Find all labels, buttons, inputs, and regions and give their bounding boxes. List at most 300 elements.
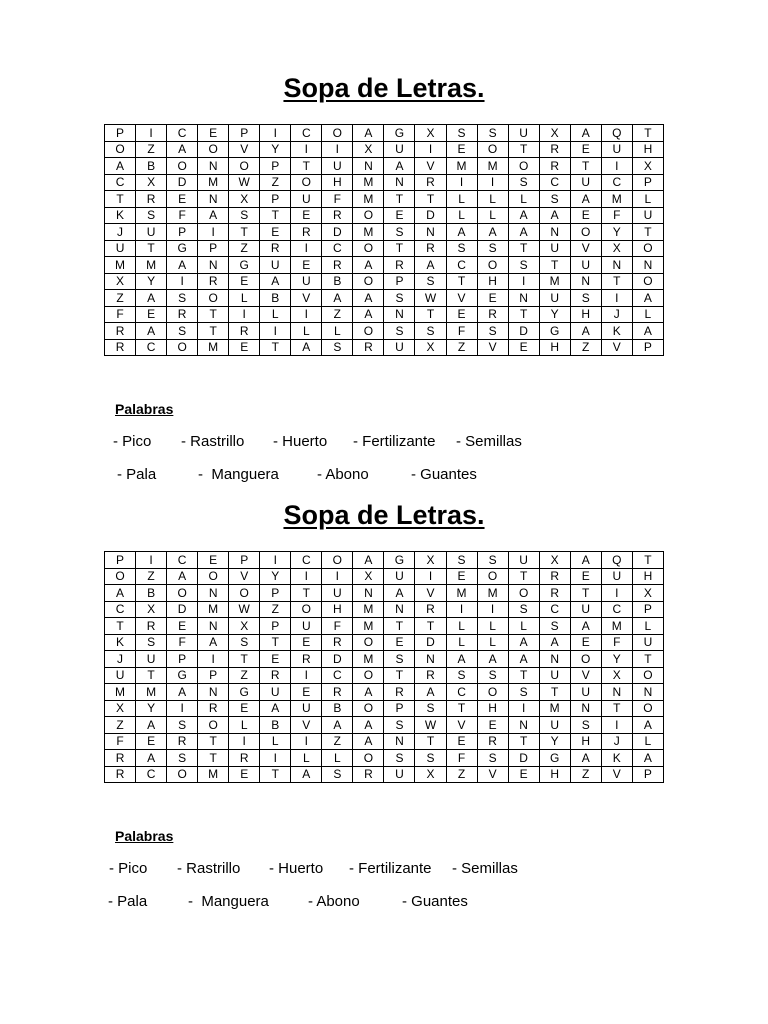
grid-cell: P bbox=[632, 339, 663, 356]
grid-cell: U bbox=[384, 141, 415, 158]
grid-cell: E bbox=[136, 306, 167, 323]
grid-cell: A bbox=[167, 684, 198, 701]
grid-cell: L bbox=[632, 306, 663, 323]
grid-cell: A bbox=[570, 618, 601, 635]
grid-cell: P bbox=[167, 224, 198, 241]
grid-row bbox=[105, 290, 664, 307]
grid-cell: A bbox=[167, 568, 198, 585]
grid-cell: C bbox=[105, 174, 136, 191]
grid-cell: A bbox=[539, 207, 570, 224]
grid-cell: N bbox=[601, 684, 632, 701]
grid-cell: S bbox=[415, 323, 446, 340]
grid-cell: U bbox=[632, 634, 663, 651]
grid-cell: R bbox=[229, 323, 260, 340]
grid-row bbox=[105, 191, 664, 208]
grid-cell: R bbox=[291, 651, 322, 668]
grid-cell: D bbox=[322, 651, 353, 668]
grid-cell: O bbox=[291, 174, 322, 191]
grid-cell: A bbox=[353, 552, 384, 569]
grid-cell: U bbox=[508, 125, 539, 142]
grid-cell: N bbox=[601, 257, 632, 274]
grid-cell: E bbox=[167, 618, 198, 635]
grid-cell: A bbox=[353, 125, 384, 142]
grid-cell: T bbox=[601, 700, 632, 717]
grid-cell: I bbox=[260, 552, 291, 569]
grid-cell: T bbox=[601, 273, 632, 290]
grid-cell: C bbox=[167, 552, 198, 569]
grid-cell: G bbox=[539, 750, 570, 767]
grid-cell: T bbox=[415, 191, 446, 208]
word-pico: - Pico bbox=[109, 860, 148, 877]
grid-cell: I bbox=[136, 552, 167, 569]
grid-cell: L bbox=[446, 618, 477, 635]
grid-cell: A bbox=[322, 290, 353, 307]
grid-cell: T bbox=[415, 618, 446, 635]
grid-cell: L bbox=[291, 750, 322, 767]
grid-cell: A bbox=[136, 290, 167, 307]
grid-cell: L bbox=[446, 634, 477, 651]
grid-cell: M bbox=[198, 601, 229, 618]
grid-cell: S bbox=[136, 207, 167, 224]
grid-cell: T bbox=[415, 733, 446, 750]
grid-cell: U bbox=[260, 684, 291, 701]
grid-cell: X bbox=[539, 125, 570, 142]
grid-cell: O bbox=[105, 141, 136, 158]
grid-cell: M bbox=[477, 158, 508, 175]
grid-cell: T bbox=[539, 684, 570, 701]
grid-cell: Y bbox=[539, 306, 570, 323]
grid-cell: X bbox=[601, 240, 632, 257]
grid-row bbox=[105, 667, 664, 684]
grid-cell: L bbox=[477, 207, 508, 224]
grid-cell: T bbox=[291, 158, 322, 175]
grid-cell: L bbox=[229, 290, 260, 307]
grid-cell: R bbox=[539, 141, 570, 158]
grid-cell: X bbox=[136, 601, 167, 618]
grid-cell: R bbox=[105, 766, 136, 783]
grid-cell: O bbox=[353, 240, 384, 257]
grid-row bbox=[105, 684, 664, 701]
grid-cell: M bbox=[477, 585, 508, 602]
grid-cell: P bbox=[198, 667, 229, 684]
grid-cell: R bbox=[322, 207, 353, 224]
grid-cell: A bbox=[539, 634, 570, 651]
grid-cell: L bbox=[508, 191, 539, 208]
grid-cell: O bbox=[229, 158, 260, 175]
grid-cell: A bbox=[446, 651, 477, 668]
grid-cell: R bbox=[384, 684, 415, 701]
grid-cell: R bbox=[167, 306, 198, 323]
grid-cell: A bbox=[477, 651, 508, 668]
grid-cell: Z bbox=[229, 240, 260, 257]
letter-grid bbox=[104, 124, 664, 356]
grid-cell: F bbox=[446, 323, 477, 340]
grid-cell: C bbox=[446, 684, 477, 701]
grid-cell: Q bbox=[601, 125, 632, 142]
grid-cell: G bbox=[229, 684, 260, 701]
grid-cell: E bbox=[508, 766, 539, 783]
grid-cell: L bbox=[632, 733, 663, 750]
grid-cell: E bbox=[446, 733, 477, 750]
grid-cell: V bbox=[601, 766, 632, 783]
grid-cell: S bbox=[415, 273, 446, 290]
grid-cell: V bbox=[601, 339, 632, 356]
grid-cell: X bbox=[632, 158, 663, 175]
grid-cell: M bbox=[446, 585, 477, 602]
grid-cell: H bbox=[539, 766, 570, 783]
grid-cell: A bbox=[353, 684, 384, 701]
grid-cell: M bbox=[105, 684, 136, 701]
grid-cell: Y bbox=[601, 651, 632, 668]
grid-cell: U bbox=[384, 766, 415, 783]
grid-cell: E bbox=[446, 306, 477, 323]
grid-cell: N bbox=[198, 257, 229, 274]
grid-cell: P bbox=[384, 273, 415, 290]
grid-cell: I bbox=[446, 174, 477, 191]
grid-cell: S bbox=[508, 601, 539, 618]
grid-cell: T bbox=[229, 224, 260, 241]
page-title: Sopa de Letras. bbox=[283, 500, 485, 530]
grid-cell: S bbox=[229, 207, 260, 224]
grid-cell: U bbox=[384, 568, 415, 585]
grid-cell: O bbox=[198, 290, 229, 307]
grid-cell: T bbox=[229, 651, 260, 668]
grid-cell: S bbox=[136, 634, 167, 651]
grid-cell: X bbox=[632, 585, 663, 602]
grid-cell: V bbox=[291, 290, 322, 307]
grid-cell: Y bbox=[136, 700, 167, 717]
grid-cell: D bbox=[322, 224, 353, 241]
grid-cell: A bbox=[570, 191, 601, 208]
grid-cell: N bbox=[632, 684, 663, 701]
grid-cell: C bbox=[539, 174, 570, 191]
grid-cell: P bbox=[260, 618, 291, 635]
grid-cell: X bbox=[136, 174, 167, 191]
grid-cell: I bbox=[291, 306, 322, 323]
grid-cell: U bbox=[539, 240, 570, 257]
grid-cell: E bbox=[229, 700, 260, 717]
grid-cell: A bbox=[291, 766, 322, 783]
grid-cell: T bbox=[508, 733, 539, 750]
grid-cell: T bbox=[508, 240, 539, 257]
grid-cell: E bbox=[229, 273, 260, 290]
grid-cell: Z bbox=[136, 568, 167, 585]
grid-cell: E bbox=[508, 339, 539, 356]
grid-cell: T bbox=[632, 224, 663, 241]
grid-cell: A bbox=[105, 158, 136, 175]
grid-cell: U bbox=[136, 651, 167, 668]
grid-cell: N bbox=[198, 684, 229, 701]
grid-cell: R bbox=[353, 339, 384, 356]
grid-cell: V bbox=[291, 717, 322, 734]
grid-cell: T bbox=[632, 125, 663, 142]
grid-cell: I bbox=[229, 306, 260, 323]
grid-cell: L bbox=[477, 191, 508, 208]
grid-cell: O bbox=[167, 158, 198, 175]
grid-cell: H bbox=[632, 568, 663, 585]
grid-row bbox=[105, 618, 664, 635]
grid-cell: I bbox=[601, 158, 632, 175]
grid-cell: A bbox=[136, 717, 167, 734]
grid-cell: X bbox=[229, 191, 260, 208]
grid-cell: L bbox=[260, 733, 291, 750]
grid-cell: L bbox=[260, 306, 291, 323]
grid-cell: G bbox=[167, 240, 198, 257]
grid-cell: Z bbox=[105, 717, 136, 734]
grid-cell: V bbox=[415, 585, 446, 602]
grid-cell: O bbox=[291, 601, 322, 618]
word-fertilizante: - Fertilizante bbox=[349, 860, 432, 877]
grid-cell: F bbox=[322, 618, 353, 635]
grid-cell: E bbox=[291, 634, 322, 651]
grid-cell: N bbox=[353, 585, 384, 602]
grid-cell: N bbox=[384, 306, 415, 323]
grid-row bbox=[105, 585, 664, 602]
grid-cell: A bbox=[353, 306, 384, 323]
grid-row bbox=[105, 339, 664, 356]
grid-cell: S bbox=[322, 766, 353, 783]
grid-cell: U bbox=[322, 585, 353, 602]
grid-cell: G bbox=[539, 323, 570, 340]
grid-cell: E bbox=[570, 568, 601, 585]
grid-cell: U bbox=[291, 191, 322, 208]
grid-row bbox=[105, 141, 664, 158]
grid-cell: T bbox=[384, 240, 415, 257]
grid-cell: I bbox=[291, 141, 322, 158]
grid-cell: O bbox=[477, 568, 508, 585]
word-rastrillo: - Rastrillo bbox=[181, 433, 245, 450]
grid-cell: R bbox=[415, 667, 446, 684]
grid-cell: E bbox=[136, 733, 167, 750]
grid-cell: O bbox=[570, 651, 601, 668]
grid-cell: H bbox=[570, 733, 601, 750]
grid-cell: D bbox=[167, 601, 198, 618]
grid-row bbox=[105, 224, 664, 241]
grid-cell: J bbox=[601, 733, 632, 750]
grid-cell: H bbox=[632, 141, 663, 158]
grid-cell: F bbox=[601, 634, 632, 651]
grid-cell: S bbox=[477, 552, 508, 569]
grid-cell: A bbox=[136, 750, 167, 767]
grid-row bbox=[105, 651, 664, 668]
word-semillas: - Semillas bbox=[456, 433, 522, 450]
grid-cell: A bbox=[384, 158, 415, 175]
grid-cell: R bbox=[198, 700, 229, 717]
grid-cell: A bbox=[260, 700, 291, 717]
grid-cell: B bbox=[322, 700, 353, 717]
grid-cell: E bbox=[198, 125, 229, 142]
grid-cell: N bbox=[415, 651, 446, 668]
grid-cell: E bbox=[570, 634, 601, 651]
grid-cell: O bbox=[167, 585, 198, 602]
grid-cell: M bbox=[353, 651, 384, 668]
grid-cell: M bbox=[353, 601, 384, 618]
grid-cell: M bbox=[353, 618, 384, 635]
grid-cell: V bbox=[229, 141, 260, 158]
grid-cell: M bbox=[198, 174, 229, 191]
grid-cell: Y bbox=[260, 568, 291, 585]
grid-cell: D bbox=[508, 750, 539, 767]
grid-cell: L bbox=[291, 323, 322, 340]
grid-cell: I bbox=[415, 568, 446, 585]
grid-cell: I bbox=[477, 174, 508, 191]
grid-cell: R bbox=[229, 750, 260, 767]
grid-cell: S bbox=[415, 700, 446, 717]
grid-cell: R bbox=[384, 257, 415, 274]
grid-cell: R bbox=[260, 667, 291, 684]
grid-cell: I bbox=[601, 585, 632, 602]
grid-cell: O bbox=[167, 766, 198, 783]
grid-cell: I bbox=[446, 601, 477, 618]
grid-row bbox=[105, 306, 664, 323]
grid-cell: S bbox=[384, 717, 415, 734]
word-semillas: - Semillas bbox=[452, 860, 518, 877]
grid-cell: T bbox=[508, 141, 539, 158]
grid-cell: Z bbox=[229, 667, 260, 684]
grid-cell: Z bbox=[446, 339, 477, 356]
word-rastrillo: - Rastrillo bbox=[177, 860, 241, 877]
grid-cell: W bbox=[229, 174, 260, 191]
grid-cell: W bbox=[415, 290, 446, 307]
grid-cell: Z bbox=[260, 174, 291, 191]
grid-cell: A bbox=[632, 750, 663, 767]
grid-cell: C bbox=[446, 257, 477, 274]
grid-cell: M bbox=[601, 191, 632, 208]
grid-cell: F bbox=[105, 733, 136, 750]
grid-cell: P bbox=[260, 191, 291, 208]
grid-cell: X bbox=[105, 273, 136, 290]
grid-cell: Z bbox=[322, 733, 353, 750]
grid-cell: D bbox=[508, 323, 539, 340]
grid-cell: R bbox=[291, 224, 322, 241]
grid-cell: S bbox=[384, 323, 415, 340]
grid-cell: A bbox=[446, 224, 477, 241]
grid-cell: B bbox=[260, 717, 291, 734]
grid-cell: R bbox=[539, 568, 570, 585]
grid-row bbox=[105, 634, 664, 651]
grid-cell: R bbox=[260, 240, 291, 257]
grid-cell: E bbox=[229, 766, 260, 783]
grid-cell: U bbox=[105, 240, 136, 257]
grid-cell: V bbox=[446, 290, 477, 307]
grid-cell: N bbox=[508, 290, 539, 307]
grid-cell: E bbox=[291, 257, 322, 274]
grid-cell: A bbox=[570, 125, 601, 142]
grid-cell: L bbox=[322, 750, 353, 767]
grid-cell: A bbox=[353, 733, 384, 750]
grid-row bbox=[105, 733, 664, 750]
grid-cell: U bbox=[570, 174, 601, 191]
grid-cell: M bbox=[136, 257, 167, 274]
grid-cell: M bbox=[601, 618, 632, 635]
grid-cell: I bbox=[229, 733, 260, 750]
grid-cell: G bbox=[384, 552, 415, 569]
grid-cell: J bbox=[105, 651, 136, 668]
grid-cell: J bbox=[105, 224, 136, 241]
word-pala: - Pala bbox=[108, 893, 148, 910]
grid-cell: Z bbox=[570, 766, 601, 783]
grid-cell: O bbox=[353, 700, 384, 717]
words-heading: Palabras bbox=[115, 828, 174, 844]
grid-cell: N bbox=[353, 158, 384, 175]
grid-cell: S bbox=[167, 290, 198, 307]
word-huerto: - Huerto bbox=[269, 860, 324, 877]
grid-cell: E bbox=[477, 290, 508, 307]
grid-cell: A bbox=[632, 323, 663, 340]
grid-cell: R bbox=[105, 339, 136, 356]
grid-cell: O bbox=[632, 700, 663, 717]
grid-cell: L bbox=[322, 323, 353, 340]
grid-cell: I bbox=[260, 750, 291, 767]
grid-cell: M bbox=[539, 700, 570, 717]
grid-cell: I bbox=[291, 733, 322, 750]
grid-cell: R bbox=[322, 684, 353, 701]
grid-cell: Y bbox=[601, 224, 632, 241]
grid-cell: R bbox=[198, 273, 229, 290]
grid-cell: X bbox=[105, 700, 136, 717]
grid-cell: A bbox=[353, 257, 384, 274]
grid-cell: N bbox=[198, 585, 229, 602]
grid-cell: C bbox=[322, 667, 353, 684]
grid-cell: S bbox=[384, 651, 415, 668]
grid-cell: P bbox=[260, 585, 291, 602]
grid-cell: C bbox=[136, 339, 167, 356]
grid-cell: U bbox=[632, 207, 663, 224]
grid-cell: E bbox=[384, 207, 415, 224]
grid-cell: S bbox=[384, 290, 415, 307]
grid-cell: I bbox=[291, 568, 322, 585]
grid-cell: A bbox=[632, 717, 663, 734]
grid-cell: Y bbox=[539, 733, 570, 750]
grid-cell: S bbox=[477, 667, 508, 684]
grid-cell: N bbox=[632, 257, 663, 274]
word-manguera: - Manguera bbox=[198, 466, 279, 483]
grid-cell: P bbox=[632, 766, 663, 783]
word-guantes: - Guantes bbox=[402, 893, 468, 910]
grid-cell: U bbox=[601, 141, 632, 158]
grid-cell: P bbox=[632, 174, 663, 191]
grid-cell: N bbox=[415, 224, 446, 241]
grid-cell: S bbox=[446, 240, 477, 257]
grid-cell: U bbox=[601, 568, 632, 585]
grid-cell: T bbox=[198, 733, 229, 750]
grid-cell: S bbox=[167, 750, 198, 767]
grid-cell: I bbox=[508, 273, 539, 290]
grid-cell: O bbox=[477, 684, 508, 701]
grid-cell: N bbox=[570, 273, 601, 290]
grid-cell: N bbox=[384, 174, 415, 191]
word-abono: - Abono bbox=[308, 893, 360, 910]
grid-row bbox=[105, 717, 664, 734]
grid-cell: E bbox=[477, 717, 508, 734]
grid-cell: S bbox=[477, 125, 508, 142]
grid-cell: C bbox=[322, 240, 353, 257]
grid-cell: N bbox=[539, 651, 570, 668]
grid-cell: I bbox=[291, 667, 322, 684]
grid-row bbox=[105, 207, 664, 224]
grid-cell: I bbox=[508, 700, 539, 717]
grid-cell: V bbox=[229, 568, 260, 585]
grid-cell: V bbox=[477, 339, 508, 356]
grid-cell: A bbox=[167, 257, 198, 274]
grid-cell: S bbox=[167, 323, 198, 340]
grid-row bbox=[105, 273, 664, 290]
grid-cell: T bbox=[570, 585, 601, 602]
grid-cell: H bbox=[322, 174, 353, 191]
page-title: Sopa de Letras. bbox=[283, 73, 485, 103]
grid-cell: C bbox=[167, 125, 198, 142]
grid-cell: L bbox=[632, 618, 663, 635]
